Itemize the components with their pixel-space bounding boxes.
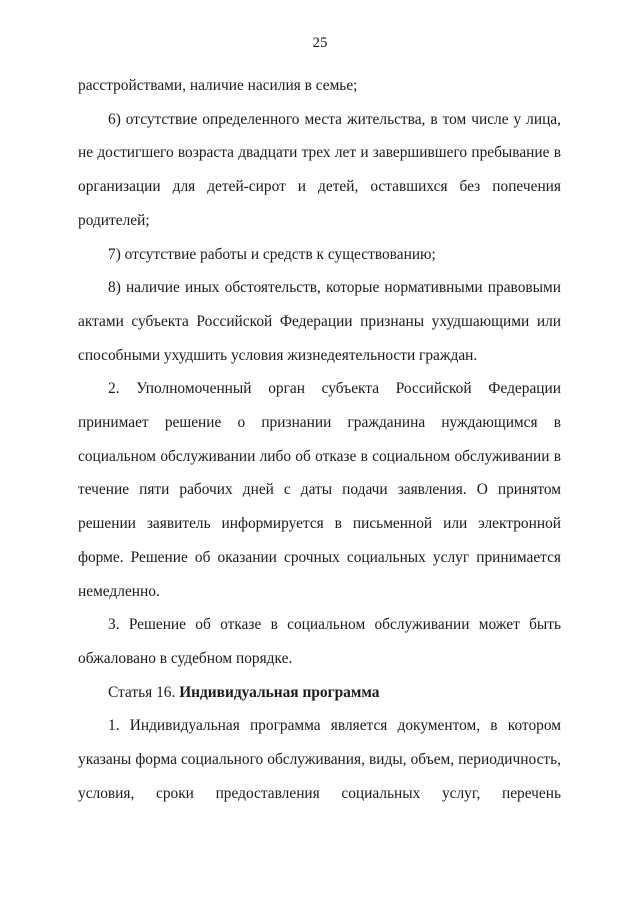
list-item-6: 6) отсутствие определенного места жительства, в том числе у лица, не достигшего возраста двадцати трех лет и завершившего пребывание в организации для детей-сирот и детей, оставшихся без попечения родителей; xyxy=(78,110,561,229)
list-item-8: 8) наличие иных обстоятельств, которые нормативными правовыми актами субъекта Российской Федерации признаны ухудшающими или способными ухудшить условия жизнедеятельности граждан. xyxy=(78,279,561,364)
paragraph-continuation: расстройствами, наличие насилия в семье; xyxy=(78,77,358,94)
article-heading xyxy=(78,676,561,710)
clause-3: 3. Решение об отказе в социальном обслуживании может быть обжаловано в судебном порядке. xyxy=(78,616,561,667)
article-prefix: Статья 16. xyxy=(108,683,176,701)
page-number: 25 xyxy=(312,35,328,51)
list-item-7: 7) отсутствие работы и средств к существованию; xyxy=(108,245,436,263)
document-body xyxy=(78,69,561,810)
article-clause-1: 1. Индивидуальная программа является документом, в котором указаны форма социального обслуживания, виды, объем, периодичность, условия, сроки предоставления социальных услуг, перечень xyxy=(78,717,561,802)
article-title: Индивидуальная программа xyxy=(179,683,380,701)
clause-2: 2. Уполномоченный орган субъекта Российской Федерации принимает решение о признании гражданина нуждающимся в социальном обслуживании либо об отказе в социальном обслуживании в течение пяти рабочих дней с даты подачи заявления. О принятом решении заявитель информируется в письменной или электронной форме. Решение об оказании срочных социальных услуг принимается немедленно. xyxy=(78,380,561,600)
